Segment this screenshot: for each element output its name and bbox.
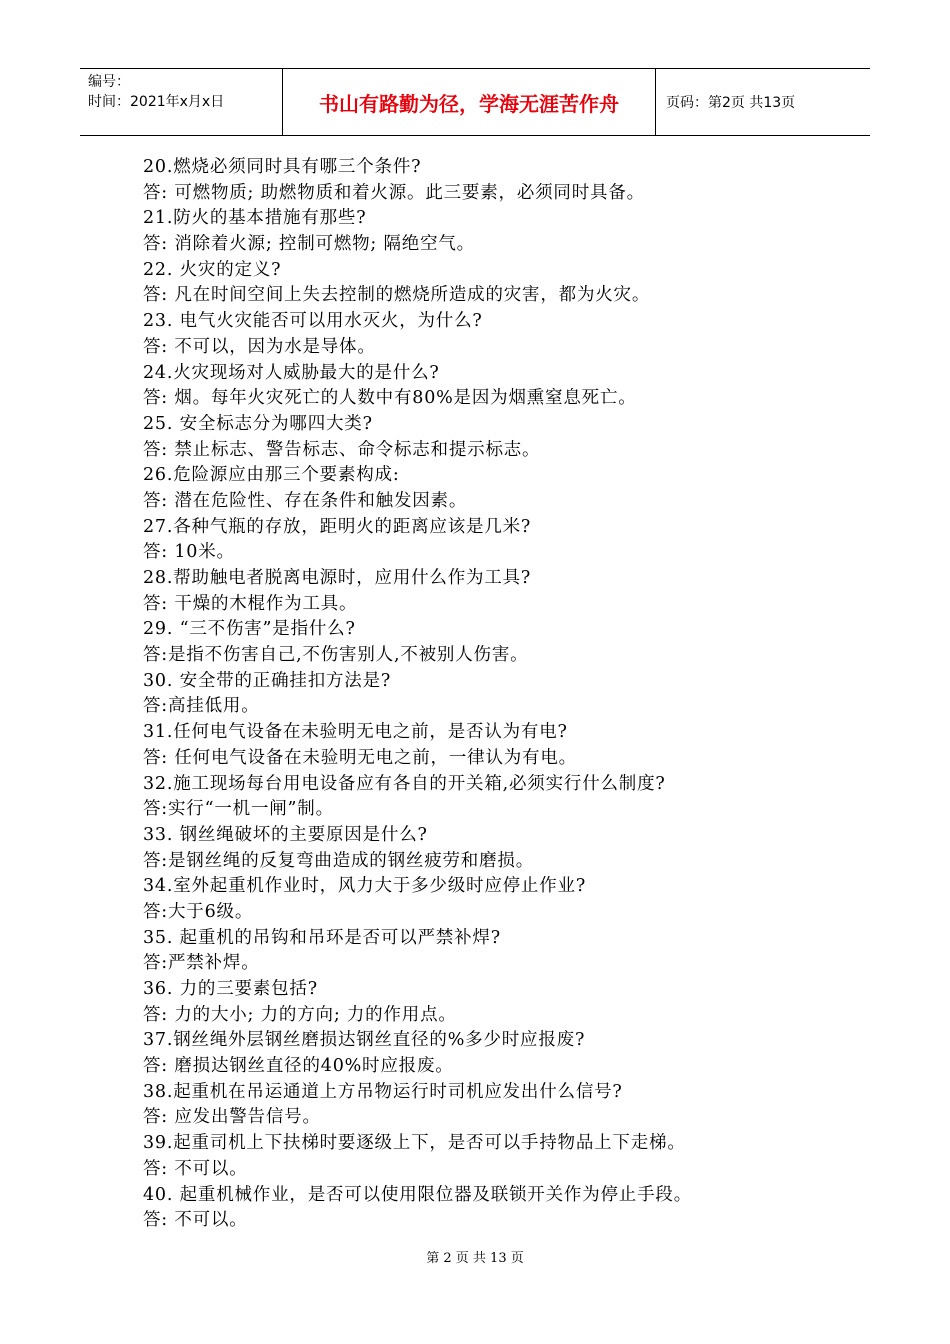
question-line: 36. 力的三要素包括?: [143, 979, 318, 999]
question-line: 22. 火灾的定义?: [143, 259, 282, 280]
answer-line: 答: 不可以，因为水是导体。: [143, 336, 376, 357]
answer-line: 答:是钢丝绳的反复弯曲造成的钢丝疲劳和磨损。: [143, 850, 534, 871]
document-number-label: 编号：: [88, 74, 130, 90]
question-line: 29. “三不伤害”是指什么?: [143, 619, 356, 640]
header-page-label: 页码：第2页 共13页: [666, 95, 796, 111]
question-line: 40. 起重机械作业，是否可以使用限位器及联锁开关作为停止手段。: [143, 1184, 692, 1205]
answer-line: 答: 任何电气设备在未验明无电之前，一律认为有电。: [143, 747, 577, 768]
question-line: 30. 安全带的正确挂扣方法是?: [143, 670, 392, 691]
answer-line: 答:高挂低用。: [143, 696, 260, 717]
answer-line: 答: 力的大小; 力的方向; 力的作用点。: [143, 1004, 457, 1025]
qa-list: [143, 155, 843, 1234]
answer-line: 答: 干燥的木棍作为工具。: [143, 593, 358, 614]
answer-line: 答:实行“一机一闸”制。: [143, 799, 334, 820]
answer-line: 答: 应发出警告信号。: [143, 1107, 321, 1128]
header-page-cell: [656, 69, 870, 135]
question-line: 27.各种气瓶的存放，距明火的距离应该是几米?: [143, 516, 532, 537]
header-left-cell: [80, 69, 283, 135]
question-line: 28.帮助触电者脱离电源时，应用什么作为工具?: [143, 568, 532, 588]
question-line: 26.危险源应由那三个要素构成:: [143, 465, 400, 486]
question-line: 32.施工现场每台用电设备应有各自的开关箱,必须实行什么制度?: [143, 773, 666, 794]
answer-line: 答: 不可以。: [143, 1210, 248, 1231]
question-line: 34.室外起重机作业时，风力大于多少级时应停止作业?: [143, 876, 587, 897]
page-footer: 第 2 页 共 13 页: [426, 1251, 524, 1266]
question-line: 39.起重司机上下扶梯时要逐级上下，是否可以手持物品上下走梯。: [143, 1133, 686, 1154]
answer-line: 答: 凡在时间空间上失去控制的燃烧所造成的灾害，都为火灾。: [143, 285, 651, 306]
header-motto-cell: [283, 69, 656, 135]
question-line: 31.任何电气设备在未验明无电之前，是否认为有电?: [143, 722, 568, 743]
question-line: 33. 钢丝绳破坏的主要原因是什么?: [143, 824, 428, 845]
answer-line: 答: 消除着火源; 控制可燃物; 隔绝空气。: [143, 234, 475, 255]
page-header: [80, 68, 870, 136]
answer-line: 答: 不可以。: [143, 1158, 248, 1179]
question-line: 38.起重机在吊运通道上方吊物运行时司机应发出什么信号?: [143, 1081, 623, 1102]
question-line: 25. 安全标志分为哪四大类?: [143, 413, 373, 434]
answer-line: 答: 禁止标志、警告标志、命令标志和提示标志。: [143, 439, 541, 460]
question-line: 37.钢丝绳外层钢丝磨损达钢丝直径的%多少时应报废?: [143, 1030, 586, 1051]
question-line: 21.防火的基本措施有那些?: [143, 208, 367, 229]
answer-line: 答:严禁补焊。: [143, 953, 260, 974]
answer-line: 答: 潜在危险性、存在条件和触发因素。: [143, 490, 468, 511]
answer-line: 答: 烟。每年火灾死亡的人数中有80%是因为烟熏窒息死亡。: [143, 388, 637, 409]
question-line: 35. 起重机的吊钩和吊环是否可以严禁补焊?: [143, 927, 501, 948]
question-line: 24.火灾现场对人威胁最大的是什么?: [143, 362, 440, 383]
answer-line: 答:大于6级。: [143, 901, 254, 922]
answer-line: 答: 10米。: [143, 542, 235, 563]
header-motto: 书山有路勤为径，学海无涯苦作舟: [319, 91, 619, 116]
document-date-label: 时间：2021年x月x日: [88, 94, 225, 110]
answer-line: 答: 可燃物质; 助燃物质和着火源。此三要素，必须同时具备。: [143, 182, 645, 203]
question-line: 23. 电气火灾能否可以用水灭火，为什么?: [143, 311, 483, 332]
answer-line: 答: 磨损达钢丝直径的40%时应报废。: [143, 1056, 454, 1077]
answer-line: 答:是指不伤害自己,不伤害别人,不被别人伤害。: [143, 645, 529, 666]
question-line: 20.燃烧必须同时具有哪三个条件?: [143, 157, 422, 177]
